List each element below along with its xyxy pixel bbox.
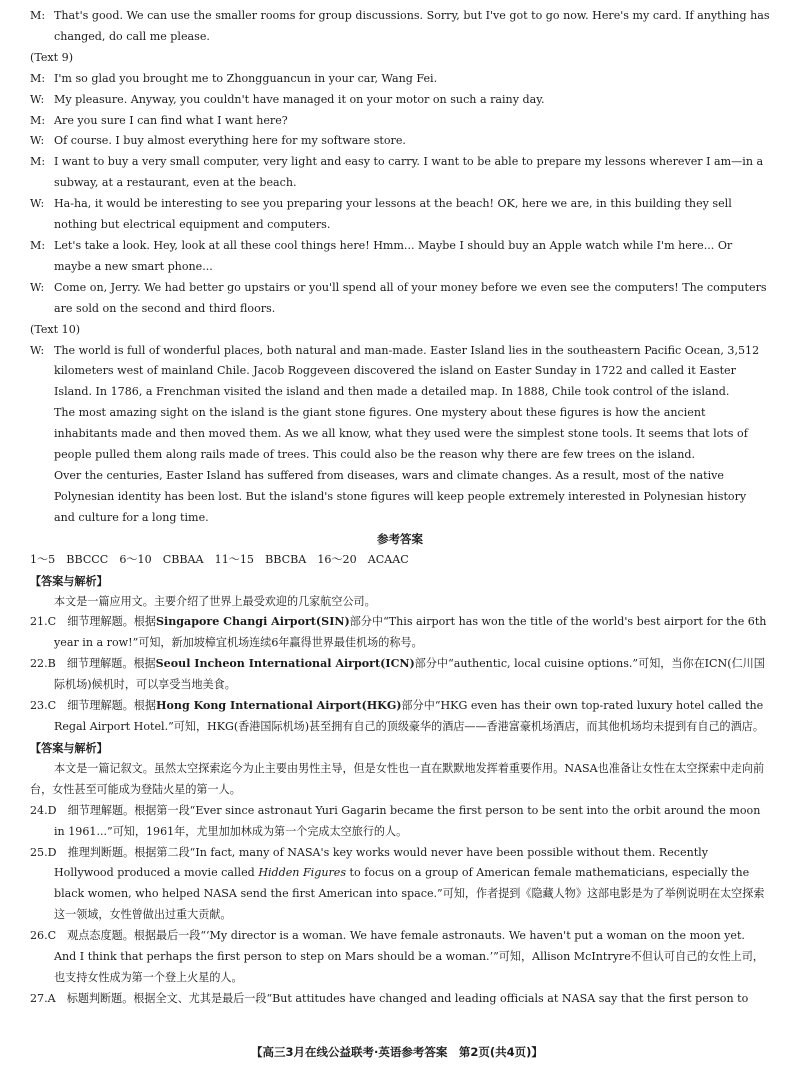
text9-label: (Text 9)	[30, 50, 74, 64]
text10-paragraph: The most amazing sight on the island is the giant stone figures. One mystery about these figures is how the ancient inhabitants made and then moved them. As we all know, what they used were the simplest stone tools. It seems that lots of people pulled them along rails made of trees. This could also be the reason why there are few trees on the island.	[54, 406, 748, 462]
answers-heading: 参考答案	[377, 531, 423, 546]
answer-key-page	[30, 6, 770, 1010]
text10-label: (Text 10)	[30, 322, 81, 336]
transcript-line: M: I want to buy a very small computer, very light and easy to carry. I want to be able to prepare my lessons wherever I am—in a subway, at a restaurant, even at the beach.	[30, 155, 764, 190]
transcript-line: M: Are you sure I can find what I want here?	[30, 113, 288, 127]
text10-paragraph: Over the centuries, Easter Island has suffered from diseases, wars and climate changes. As a result, most of the native Polynesian identity has been lost. But the island's stone figures will keep people extremely interested in Polynesian history and culture for a long time.	[54, 468, 747, 524]
transcript-line: W: Of course. I buy almost everything here for my software store.	[30, 134, 406, 148]
explanation-item: 22.B 细节理解题。根据Seoul Incheon International Airport(ICN)部分中“authentic, local cuisine options.”可知，当你在ICN(仁川国际机场)候机时，可以享受当地美食。	[30, 657, 765, 692]
explanation-item: 25.D 推理判断题。根据第二段“In fact, many of NASA's key works would never have been possible without them. Recently Hollywood produced a movie called Hidden Figures to focus on a group of American female mathematicians, especially the black women, who helped NASA send the first American into space.”可知，作者提到《隐藏人物》这部电影是为了举例说明在太空探索这一领域，女性曾做出过重大贡献。	[30, 845, 765, 922]
explanation-item: 23.C 细节理解题。根据Hong Kong International Airport(HKG)部分中“HKG even has their own top-rated luxury hotel called the Regal Airport Hotel.”可知，HKG(香港国际机场)甚至拥有自己的顶级豪华的酒店——香港富豪机场酒店，而其他机场均未提到有自己的酒店。	[30, 699, 764, 733]
section-intro: 本文是一篇应用文。主要介绍了世界上最受欢迎的几家航空公司。	[54, 594, 376, 608]
explanation-item: 27.A 标题判断题。根据全文、尤其是最后一段“But attitudes have changed and leading officials at NASA say that the first person to	[30, 991, 749, 1005]
section-label: 【答案与解析】	[30, 574, 108, 588]
answer-line: 1～5 BBCCC 6～10 CBBAA 11～15 BBCBA 16～20 ACAAC	[30, 552, 409, 566]
explanation-item: 21.C 细节理解题。根据Singapore Changi Airport(SIN)部分中“This airport has won the title of the world's best airport for the 6th year in a row!”可知，新加坡樟宜机场连续6年赢得世界最佳机场的称号。	[30, 615, 767, 650]
transcript-line: M: That's good. We can use the smaller rooms for group discussions. Sorry, but I've got to go now. Here's my card. If anything has changed, do call me please.	[30, 9, 770, 43]
section-label: 【答案与解析】	[30, 741, 108, 755]
transcript-line: W: My pleasure. Anyway, you couldn't have managed it on your motor on such a rainy day.	[30, 92, 545, 106]
page-footer: 【高三3月在线公益联考·英语参考答案 第2页(共4页)】	[251, 1045, 543, 1059]
text10-paragraph: W: The world is full of wonderful places, both natural and man-made. Easter Island lies in the southeastern Pacific Ocean, 3,512 kilometers west of mainland Chile. Jacob Roggeveen discovered the island on Easter Sunday in 1722 and called it Easter Island. In 1786, a Frenchman visited the island and then made a detailed map. In 1888, Chile took control of the island.	[30, 343, 760, 399]
transcript-line: M: I'm so glad you brought me to Zhongguancun in your car, Wang Fei.	[30, 71, 438, 85]
transcript-line: M: Let's take a look. Hey, look at all these cool things here! Hmm... Maybe I should buy an Apple watch while I'm here... Or maybe a new smart phone...	[30, 238, 733, 273]
explanation-item: 24.D 细节理解题。根据第一段“Ever since astronaut Yuri Gagarin became the first person to be sent into the orbit around the moon in 1961...”可知，1961年，尤里加加林成为第一个完成太空旅行的人。	[30, 803, 761, 838]
transcript-line: W: Come on, Jerry. We had better go upstairs or you'll spend all of your money before we even see the computers! The computers are sold on the second and third floors.	[30, 280, 767, 315]
section-intro: 本文是一篇记叙文。虽然太空探索迄今为止主要由男性主导，但是女性也一直在默默地发挥着重要作用。NASA也准备让女性在太空探索中走向前台，女性甚至可能成为登陆火星的第一人。	[30, 761, 765, 796]
explanation-item: 26.C 观点态度题。根据最后一段“‘My director is a woman. We have female astronauts. We haven't put a woman on the moon yet. And I think that perhaps the first person to step on Mars should be a woman.’”可知，Allison McIntryre不但认可自己的女性上司，也支持女性成为第一个登上火星的人。	[30, 929, 764, 984]
transcript-line: W: Ha-ha, it would be interesting to see you preparing your lessons at the beach! OK, here we are, in this building they sell nothing but electrical equipment and computers.	[30, 197, 732, 232]
